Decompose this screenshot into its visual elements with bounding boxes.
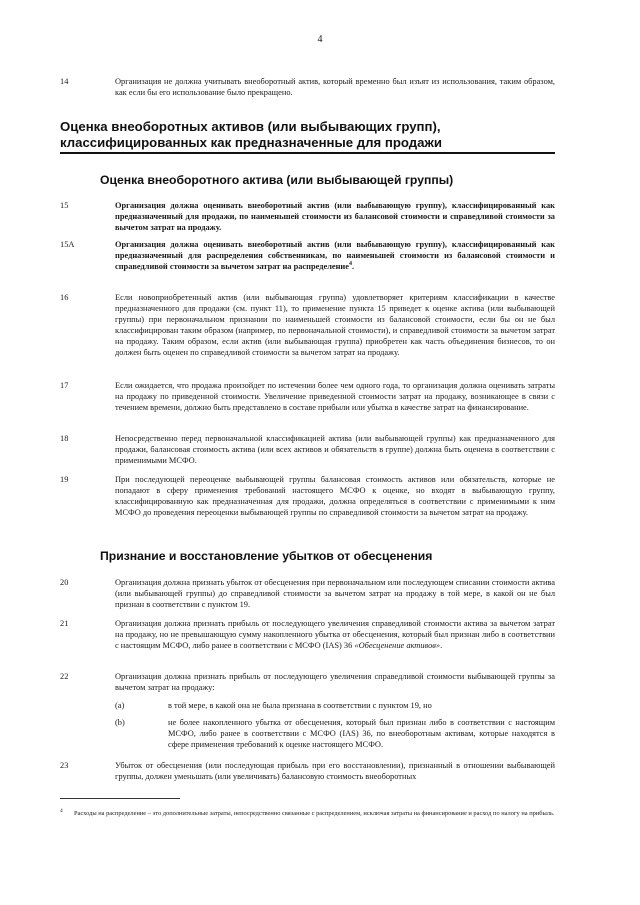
paragraph-number: 22	[60, 672, 69, 681]
footnote-mark: 4	[60, 808, 63, 814]
paragraph-text-end: .	[440, 641, 443, 650]
paragraph-text: Организация не должна учитывать внеоборотный актив, который временно был изъят из использования, таким образом, как если бы его использование было прекращено.	[115, 77, 555, 97]
list-item-label: (a)	[115, 701, 125, 710]
section-heading-text: Оценка внеоборотных активов (или выбывающих групп), классифицированных как предназначенные для продажи	[60, 119, 442, 150]
list-item-text: не более накопленного убытка от обесценения, который был признан либо в соответствии с настоящим МСФО, либо ранее в соответствии с МСФО (IAS) 36, по внеоборотным активам, которые находятся в сфере применения требований к оценке настоящего МСФО.	[168, 718, 555, 749]
paragraph-number: 18	[60, 434, 69, 443]
paragraph-text: Организация должна оценивать внеоборотный актив (или выбывающую группу), классифицированный как предназначенный для продажи, по наименьшей стоимости из балансовой стоимости и справедливой стоимости за вычетом затрат на продажу.	[115, 201, 555, 232]
paragraph-number: 15A	[60, 240, 75, 249]
page-number: 4	[317, 34, 323, 45]
paragraph-text: Организация должна признать прибыль от последующего увеличения справедливой стоимости выбывающей группы за вычетом затрат на продажу:	[115, 672, 555, 692]
footnote-reference: 4	[348, 261, 352, 268]
paragraph-number: 23	[60, 761, 69, 770]
section-heading-rule	[60, 152, 555, 154]
paragraph-text	[115, 239, 555, 272]
paragraph-text-body: Организация должна оценивать внеоборотный актив (или выбывающую группу), классифицированный как предназначенный для распределения собственникам, по наименьшей стоимости из балансовой стоимости и справедливой стоимости за вычетом затрат на распределение	[115, 240, 555, 271]
list-item-label: (b)	[115, 718, 125, 727]
paragraph-text-body: Организация должна признать прибыль от последующего увеличения справедливой стоимости актива за вычетом затрат на продажу, но не превышающую сумму накопленного убытка от обесценения, который был признан либо в соответствии с настоящим МСФО, либо ранее в соответствии с МСФО (IAS) 36	[115, 619, 555, 650]
footnote-divider	[60, 798, 180, 799]
paragraph-text: Организация должна признать убыток от обесценения при первоначальном или последующем списании стоимости актива (или выбывающей группы) до справедливой стоимости за вычетом затрат на продажу в той мере, в какой он не был признан в соответствии с пунктом 19.	[115, 578, 555, 609]
paragraph-number: 19	[60, 475, 69, 484]
subsection-heading-measurement: Оценка внеоборотного актива (или выбывающей группы)	[100, 173, 454, 187]
section-heading	[60, 119, 560, 154]
paragraph-number: 16	[60, 293, 69, 302]
paragraph-text: Если ожидается, что продажа произойдет по истечении более чем одного года, то организация должна оценивать затраты на продажу по приведенной стоимости. Увеличение приведенной стоимости затрат на продажу, возникающее в связи с течением времени, должно быть представлено в составе прибыли или убытка в качестве затрат на финансирование.	[115, 381, 555, 412]
paragraph-text: Убыток от обесценения (или последующая прибыль при его восстановлении), признанный в отношении выбывающей группы, должен уменьшать (или увеличивать) балансовую стоимость внеоборотных	[115, 761, 555, 781]
paragraph-text: Непосредственно перед первоначальной классификацией актива (или выбывающей группы) как предназначенного для продажи, балансовая стоимость актива (или всех активов и обязательств в группе) должна быть оценена в соответствии с применимыми МСФО.	[115, 434, 555, 465]
standard-title-italic: «Обесценение активов»	[354, 641, 441, 650]
paragraph-number: 15	[60, 201, 69, 210]
paragraph-number: 20	[60, 578, 69, 587]
paragraph-number: 14	[60, 77, 69, 86]
paragraph-text: При последующей переоценке выбывающей группы балансовая стоимость активов или обязательств, которые не попадают в сферу применения требований настоящего МСФО к оценке, но входят в выбывающую группу, классифицированную как предназначенная для продажи, должна определяться в соответствии с применимыми к ним МСФО до проведения переоценки выбывающей группы по справедливой стоимости за вычетом затрат на продажу.	[115, 475, 555, 517]
footnote-text: Расходы на распределение – это дополнительные затраты, непосредственно связанные с распределением, исключая затраты на финансирование и расход по налогу на прибыль.	[74, 810, 555, 817]
subsection-heading-impairment: Признание и восстановление убытков от обесценения	[100, 549, 433, 563]
paragraph-text-end: .	[351, 262, 355, 271]
paragraph-number: 17	[60, 381, 69, 390]
paragraph-number: 21	[60, 619, 69, 628]
paragraph-text	[115, 618, 555, 651]
list-item-text: в той мере, в какой она не была признана в соответствии с пунктом 19, но	[168, 701, 432, 710]
paragraph-text: Если новоприобретенный актив (или выбывающая группа) удовлетворяет критериям классификации в качестве предназначенного для продажи (см. пункт 11), то применение пункта 15 приведет к оценке актива (или выбывающей группы) при первоначальном признании по наименьшей стоимости из балансовой стоимости, если бы он не был классифицирован таким образом (например, по первоначальной стоимости), и справедливой стоимости за вычетом затрат на продажу. Таким образом, если актив (или выбывающая группа) приобретен как часть объединения бизнесов, то он должен быть оценен по справедливой стоимости за вычетом затрат на продажу.	[115, 293, 555, 357]
